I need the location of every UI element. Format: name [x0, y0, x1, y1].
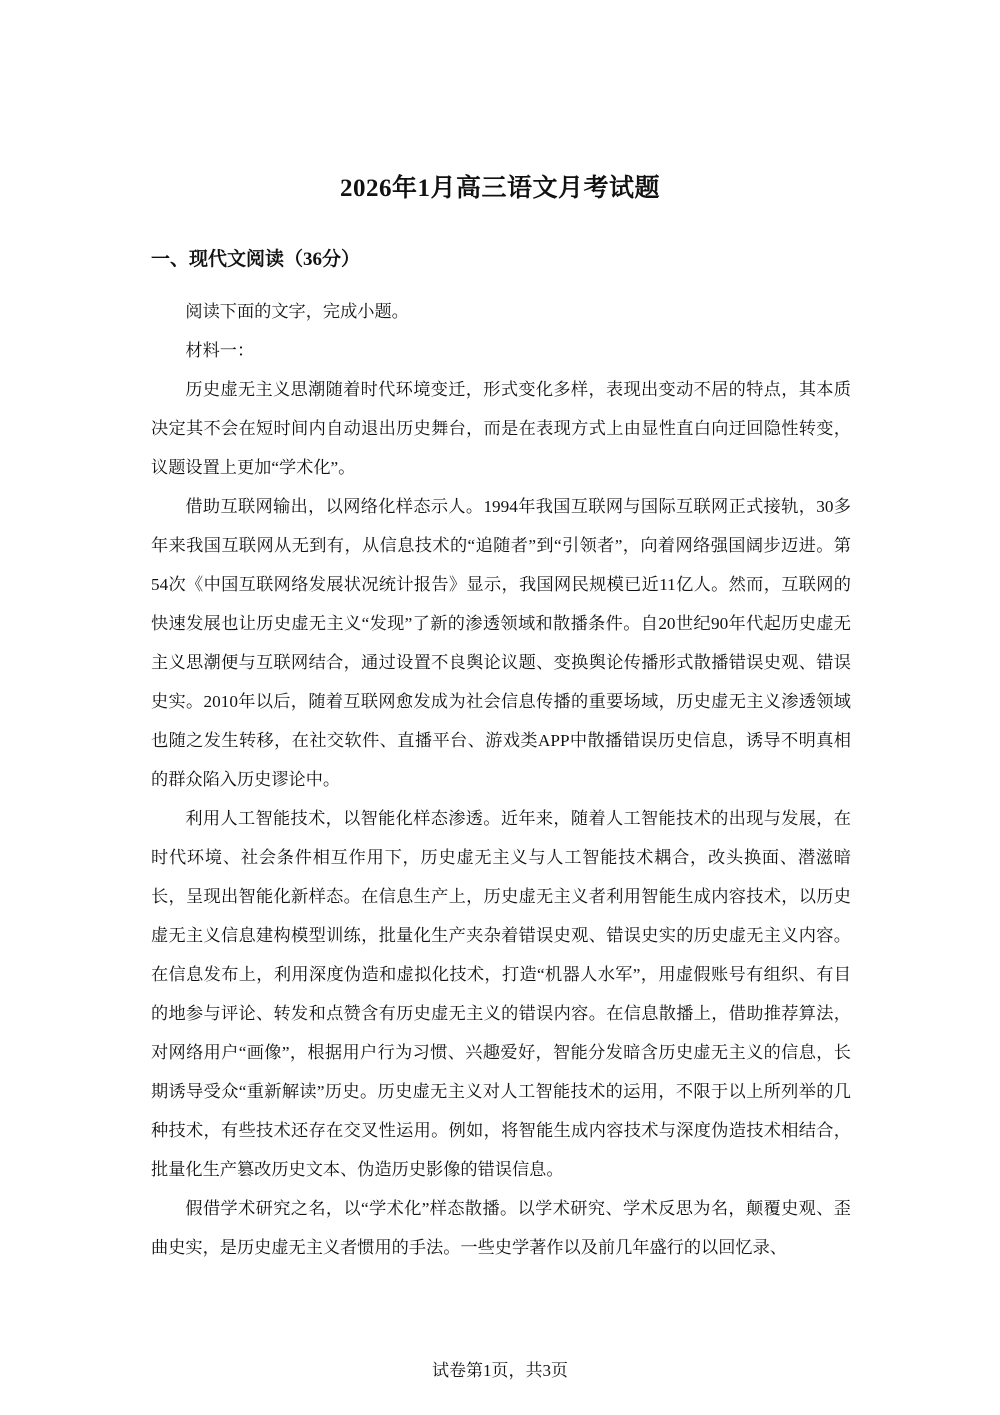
page-footer: 试卷第1页，共3页 [432, 1361, 568, 1380]
reading-passage [151, 292, 851, 1267]
passage-paragraph-4: 假借学术研究之名，以“学术化”样态散播。以学术研究、学术反思为名，颠覆史观、歪曲史实，是历史虚无主义者惯用的手法。一些史学著作以及前几年盛行的以回忆录、 [151, 1199, 851, 1257]
passage-paragraph-2: 借助互联网输出，以网络化样态示人。1994年我国互联网与国际互联网正式接轨，30多年来我国互联网从无到有，从信息技术的“追随者”到“引领者”，向着网络强国阔步迈进。第54次《中国互联网络发展状况统计报告》显示，我国网民规模已近11亿人。然而，互联网的快速发展也让历史虚无主义“发现”了新的渗透领域和散播条件。自20世纪90年代起历史虚无主义思潮便与互联网结合，通过设置不良舆论议题、变换舆论传播形式散播错误史观、错误史实。2010年以后，随着互联网愈发成为社会信息传播的重要场域，历史虚无主义渗透领域也随之发生转移，在社交软件、直播平台、游戏类APP中散播错误历史信息，诱导不明真相的群众陷入历史谬论中。 [151, 497, 851, 789]
document-title: 2026年1月高三语文月考试题 [339, 175, 660, 202]
instruction-paragraph: 阅读下面的文字，完成小题。 [185, 302, 409, 321]
passage-paragraph-3: 利用人工智能技术，以智能化样态渗透。近年来，随着人工智能技术的出现与发展，在时代环境、社会条件相互作用下，历史虚无主义与人工智能技术耦合，改头换面、潜滋暗长，呈现出智能化新样态。在信息生产上，历史虚无主义者利用智能生成内容技术，以历史虚无主义信息建构模型训练，批量化生产夹杂着错误史观、错误史实的历史虚无主义内容。在信息发布上，利用深度伪造和虚拟化技术，打造“机器人水军”，用虚假账号有组织、有目的地参与评论、转发和点赞含有历史虚无主义的错误内容。在信息散播上，借助推荐算法，对网络用户“画像”，根据用户行为习惯、兴趣爱好，智能分发暗含历史虚无主义的信息，长期诱导受众“重新解读”历史。历史虚无主义对人工智能技术的运用，不限于以上所列举的几种技术，有些技术还存在交叉性运用。例如，将智能生成内容技术与深度伪造技术相结合，批量化生产篡改历史文本、伪造历史影像的错误信息。 [151, 809, 851, 1179]
material-label: 材料一： [185, 341, 255, 360]
passage-paragraph-1: 历史虚无主义思潮随着时代环境变迁，形式变化多样，表现出变动不居的特点，其本质决定其不会在短时间内自动退出历史舞台，而是在表现方式上由显性直白向迂回隐性转变，议题设置上更加“学术化”。 [151, 380, 851, 477]
section-heading: 一、现代文阅读（36分） [151, 249, 361, 270]
